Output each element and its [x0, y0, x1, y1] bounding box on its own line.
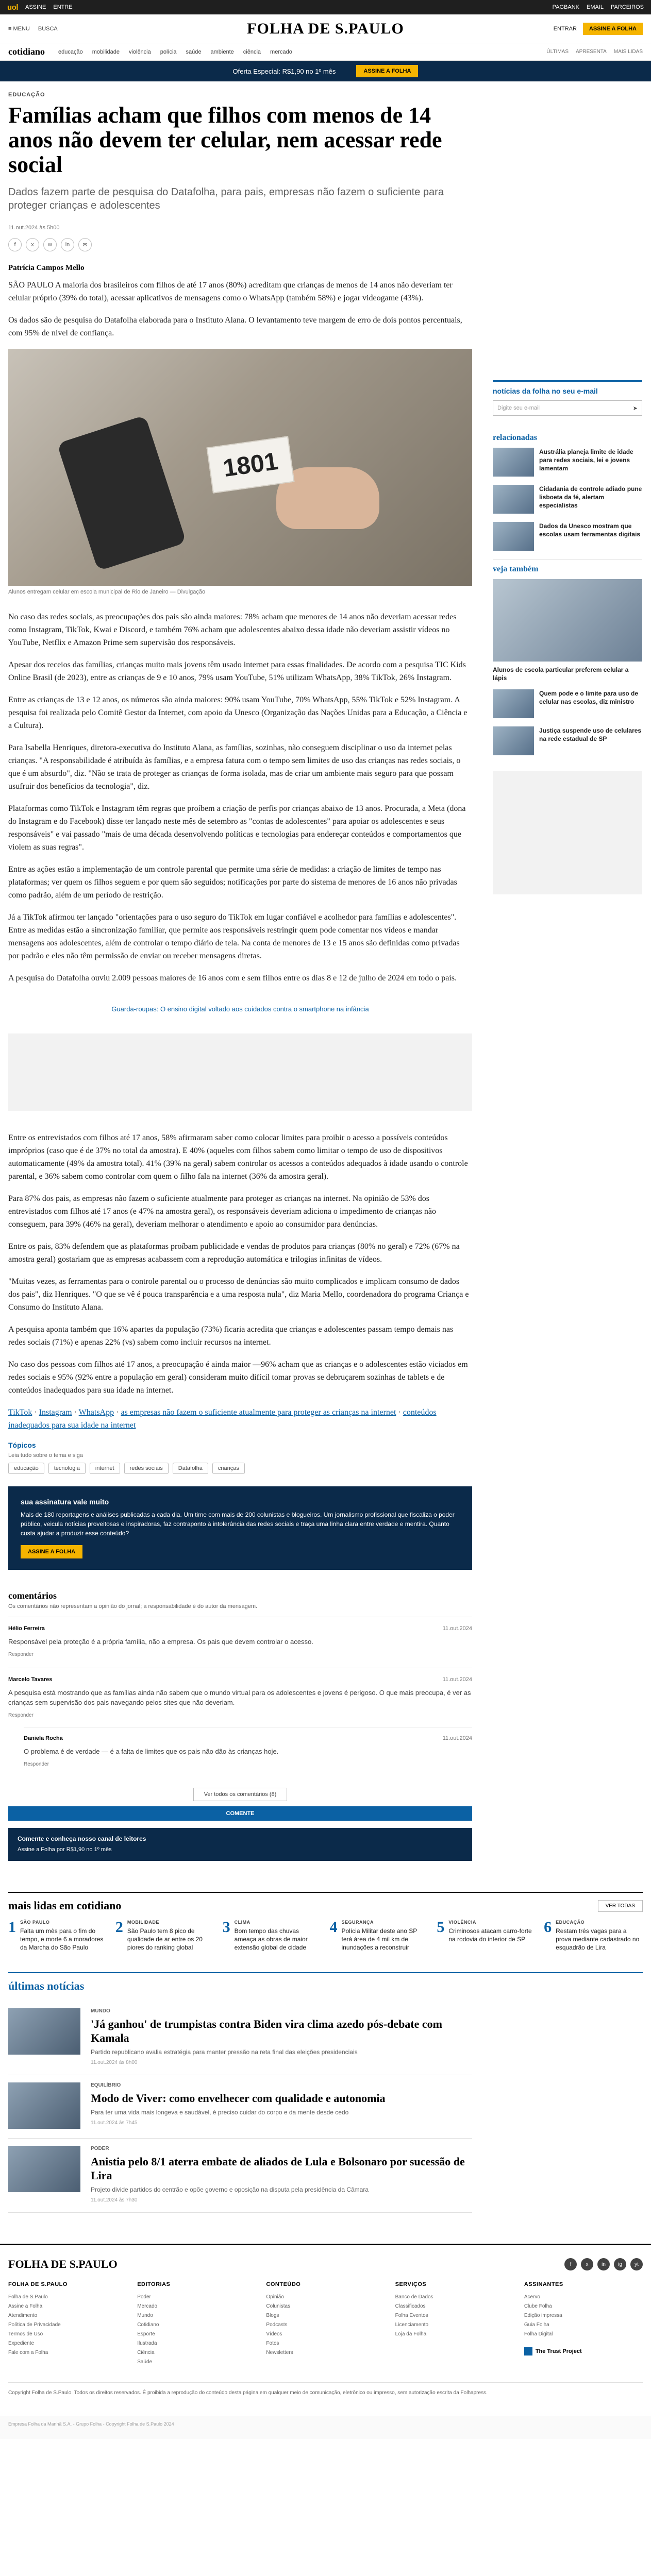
section-nav-right [546, 49, 643, 55]
linkedin-icon[interactable]: in [597, 2258, 610, 2270]
share-bar [8, 238, 472, 251]
most-read-section [0, 1892, 651, 2213]
most-read-category: MOBILIDADE [127, 1920, 159, 1925]
article-paragraph: SÃO PAULO A maioria dos brasileiros com filhos de até 17 anos (80%) acreditam que crianças de menos de 14 anos não deveriam ter celular próprio (39% do total), acessar aplicativos de mensagens como o WhatsApp (também 58%) e jogar videogame (43%). [8, 281, 453, 302]
most-read-item[interactable] [223, 1920, 322, 1952]
uol-logo[interactable]: uol [7, 3, 18, 12]
section-nav-item[interactable]: polícia [160, 48, 177, 55]
trust-project-badge[interactable] [524, 2347, 643, 2355]
section-nav-item[interactable]: saúde [186, 48, 202, 55]
site-logo[interactable]: FOLHA DE S.PAULO [247, 20, 404, 37]
latest-news-title: últimas notícias [8, 1972, 643, 1993]
see-also-text: Quem pode e o limite para uso de celular nas escolas, diz ministro [539, 690, 639, 705]
footer-link[interactable]: Banco de Dados [395, 2294, 433, 2300]
comment-reply-button[interactable]: Responder [24, 1761, 49, 1767]
most-read-item[interactable] [8, 1920, 107, 1952]
footer-link[interactable]: Fale com a Folha [8, 2350, 48, 2355]
sidebar-ad-slot [493, 771, 642, 894]
comment-reply-button[interactable]: Responder [8, 1713, 34, 1718]
related-item[interactable] [493, 448, 642, 477]
footer [0, 2244, 651, 2416]
footer-link[interactable]: Assine a Folha [8, 2303, 43, 2309]
subscription-box [8, 1486, 472, 1570]
most-read-list [8, 1920, 643, 1952]
footer-column-title: CONTEÚDO [266, 2281, 301, 2287]
email-icon[interactable]: ✉ [78, 238, 92, 251]
most-read-text: Polícia Militar deste ano SP terá área de 4 mil km de inundações a reconstruir [341, 1927, 418, 1951]
footer-link[interactable]: Clube Folha [524, 2303, 552, 2309]
most-read-item[interactable] [437, 1920, 536, 1952]
inline-link[interactable]: conteúdos inadequados para sua idade na internet [8, 1408, 437, 1430]
comment-author: Daniela Rocha [24, 1735, 63, 1741]
footer-logo[interactable]: FOLHA DE S.PAULO [8, 2258, 118, 2270]
uol-topbar [0, 0, 651, 14]
topic-tag[interactable]: tecnologia [48, 1463, 86, 1474]
footer-link[interactable]: Termos de Uso [8, 2331, 43, 2337]
most-read-title: mais lidas em cotidiano [8, 1899, 122, 1912]
topbar-link-pagbank[interactable]: PAGBANK [552, 4, 579, 10]
footer-link[interactable]: Cotidiano [137, 2322, 159, 2328]
subscription-button[interactable]: ASSINE A FOLHA [21, 1545, 82, 1558]
inline-links: TikTok · Instagram · WhatsApp · as empresas não fazem o suficiente atualmente para proteger as crianças na internet · conteúdos inadequados para sua idade na internet [8, 1408, 437, 1430]
section-nav-item[interactable]: ambiente [210, 48, 234, 55]
section-nav-item[interactable]: ciência [243, 48, 261, 55]
comment-actions [8, 1652, 472, 1657]
topic-tag[interactable]: redes sociais [124, 1463, 169, 1474]
x-icon[interactable]: x [26, 238, 39, 251]
footer-link[interactable]: Newsletters [266, 2350, 293, 2355]
masthead-right [554, 23, 643, 35]
comment-date: 11.out.2024 [442, 1625, 472, 1632]
topic-tag[interactable]: Datafolha [173, 1463, 208, 1474]
newsletter-placeholder: Digite seu e-mail [497, 405, 540, 411]
latest-news-desc: Projeto divide partidos do centrão e opõe governo e oposição na disputa pela presidência da Câmara [91, 2186, 369, 2193]
related-text: Dados da Unesco mostram que escolas usam ferramentas digitais [539, 522, 641, 538]
sidebar [493, 81, 642, 1892]
footer-link[interactable]: Loja da Folha [395, 2331, 427, 2337]
topbar-link-assine[interactable]: ASSINE [25, 4, 46, 10]
search-button[interactable]: BUSCA [38, 25, 58, 32]
article-date: 11.out.2024 às 5h00 [8, 225, 60, 231]
most-read-rank: 1 [8, 1919, 16, 1936]
article-paragraph: Entre as crianças de 13 e 12 anos, os números são ainda maiores: 90% usam YouTube, 70% WhatsApp, 55% TikTok e 52% Instagram. A pesquisa foi realizada pelo Comitê Gestor da Internet, com apoio da Unesco (Organização das Nações Unidas para a Educação, a Ciência e a Cultura). [8, 696, 468, 730]
article-paragraph: Já a TikTok afirmou ter lançado "orientações para o uso seguro do TikTok em lugar confiável e acolhedor para famílias e adolescentes". Entre as medidas estão a sincronização familiar, que permite aos responsáveis restringir quem pode comentar nos vídeos e mandar mensagens aos adolescentes, além de controlar o tempo diário de tela. Na conta de menores de 13 e 15 anos são definidas como privadas por padrão e eles não têm permissão de enviar ou receber mensagens diretas. [8, 913, 460, 960]
topbar-link-parceiros[interactable]: PARCEIROS [611, 4, 644, 10]
article-photo [8, 349, 472, 586]
footer-column [137, 2281, 256, 2367]
comment-cta-text: Assine a Folha por R$1,90 no 1º mês [18, 1846, 112, 1853]
footer-column-title: SERVIÇOS [395, 2281, 427, 2287]
latest-news-desc: Para ter uma vida mais longeva e saudável, é preciso cuidar do corpo e da mente desde cedo [91, 2109, 349, 2116]
photo-caption: Alunos entregam celular em escola municipal de Rio de Janeiro — Divulgação [8, 589, 206, 595]
related-item[interactable] [493, 485, 642, 514]
send-icon[interactable]: ➤ [632, 405, 638, 412]
latest-news-item[interactable] [8, 2001, 472, 2075]
footer-link[interactable]: Colunistas [266, 2303, 291, 2309]
main-content [0, 81, 651, 1892]
copyright-text: Copyright Folha de S.Paulo. Todos os direitos reservados. É proibida a reprodução do conteúdo desta página em qualquer meio de comunicação, eletrônico ou impresso, sem autorização escrita da Folhapress. [8, 2382, 643, 2396]
latest-news-list [8, 2001, 472, 2213]
footer-link[interactable]: Guia Folha [524, 2322, 549, 2328]
topics-note: Leia tudo sobre o tema e siga [8, 1452, 83, 1459]
most-read-category: CLIMA [234, 1920, 251, 1925]
footer-link[interactable]: Ilustrada [137, 2341, 157, 2346]
latest-news-thumbnail [8, 2008, 80, 2055]
article-paragraph: No caso das redes sociais, as preocupações dos pais são ainda maiores: 78% acham que menores de 14 anos não deveriam acessar redes como Instagram, TikTok, Kwai e Discord, e também 76% acham que adolescentes abaixo dessa idade não deveriam assistir vídeos no YouTube, Netflix e Amazon Prime sem supervisão dos responsáveis. [8, 613, 457, 647]
read-more-link[interactable]: Guarda-roupas: O ensino digital voltado aos cuidados contra o smartphone na infância [111, 1005, 369, 1013]
menu-button[interactable]: ≡ MENU [8, 25, 30, 32]
comment-header [8, 1625, 472, 1632]
comment-cta-title: Comente e conheça nosso canal de leitores [18, 1835, 146, 1842]
latest-news-thumbnail [8, 2082, 80, 2129]
more-comments-button[interactable]: Ver todos os comentários (8) [193, 1788, 288, 1801]
article [8, 81, 472, 1892]
login-link[interactable]: ENTRAR [553, 25, 577, 32]
see-also-item[interactable] [493, 689, 642, 718]
section-nav-item[interactable]: mercado [270, 48, 292, 55]
latest-news-date: 11.out.2024 às 7h45 [91, 2120, 138, 2126]
article-author[interactable]: Patrícia Campos Mello [8, 264, 85, 272]
promo-banner [0, 61, 651, 81]
related-thumbnail [493, 485, 534, 514]
latest-news-headline[interactable]: Modo de Viver: como envelhecer com qualidade e autonomia [91, 2092, 386, 2105]
article-paragraph: No caso dos pessoas com filhos até 17 anos, a preocupação é ainda maior —96% acham que as crianças e o adolescentes estão viciados em redes sociais e 95% (92% entre a população em geral) consideram muito difícil tomar provas se debruçarem sozinhas de tablets e de conteúdos inadequados para sua idade na internet. [8, 1360, 468, 1395]
article-paragraph: Para 87% dos pais, as empresas não fazem o suficiente atualmente para proteger as crianças na internet. Na opinião de 53% dos entrevistados com filhos até 17 anos (e 47% na amostra geral), os responsáveis deveriam adiciona o impedimento de crianças não conseguem, para 39% (46% na geral), deveriam melhorar o atendimento e apoio ao consumidor para denúncias. [8, 1194, 436, 1229]
footer-link[interactable]: Vídeos [266, 2331, 282, 2337]
youtube-icon[interactable]: yt [630, 2258, 643, 2270]
most-read-rank: 3 [222, 1919, 230, 1936]
promo-button[interactable]: ASSINE A FOLHA [356, 65, 418, 77]
see-also-text: Justiça suspende uso de celulares na rede estadual de SP [539, 727, 642, 742]
comment-actions [24, 1761, 472, 1767]
see-also-thumbnail [493, 726, 534, 755]
comment-text: Responsável pela proteção é a própria família, não a empresa. Os pais que devem controlar o acesso. [8, 1638, 313, 1646]
see-all-button[interactable]: VER TODAS [598, 1900, 643, 1912]
inline-link[interactable]: TikTok [8, 1408, 32, 1417]
article-paragraph: Plataformas como TikTok e Instagram têm regras que proíbem a criação de perfis por crianças abaixo de 13 anos. Procurada, a Meta (dona do Instagram e do Facebook) disse ter lançado neste mês de setembro as "contas de adolescentes" para apoiar os adolescentes e seus responsáveis" e vai passado "mais de uma década desenvolvendo políticas e tecnologias para endereçar conteúdos e comportamentos que violem as suas regras". [8, 804, 466, 852]
article-title: Famílias acham que filhos com menos de 14 anos não devem ter celular, nem acessar rede social [8, 103, 442, 177]
most-read-rank: 6 [544, 1919, 552, 1936]
section-nav [0, 43, 651, 61]
topic-tag[interactable]: educação [8, 1463, 44, 1474]
footer-link[interactable]: Folha Eventos [395, 2313, 428, 2318]
footer-column [266, 2281, 385, 2367]
topic-tag[interactable]: internet [90, 1463, 120, 1474]
most-read-text: Criminosos atacam carro-forte na rodovia do interior de SP [448, 1927, 532, 1943]
topics-list [8, 1463, 472, 1474]
footer-column [8, 2281, 127, 2367]
article-kicker[interactable]: EDUCAÇÃO [8, 92, 45, 98]
comment-cta-button[interactable]: COMENTE [8, 1806, 472, 1821]
whatsapp-icon[interactable]: w [43, 238, 57, 251]
most-read-category: SEGURANÇA [341, 1920, 374, 1925]
article-paragraph: Os dados são de pesquisa do Datafolha elaborada para o Instituto Alana. O levantamento teve margem de erro de dois pontos percentuais, com 95% de nível de confiança. [8, 316, 462, 337]
footer-column-title: ASSINANTES [524, 2281, 563, 2287]
x-icon[interactable]: x [581, 2258, 593, 2270]
footer-link[interactable]: Acervo [524, 2294, 540, 2300]
most-read-item[interactable] [329, 1920, 428, 1952]
comment-author: Marcelo Tavares [8, 1676, 53, 1683]
most-read-rank: 4 [329, 1919, 338, 1936]
newsletter-title: notícias da folha no seu e-mail [493, 387, 598, 395]
footer-link[interactable]: Blogs [266, 2313, 279, 2318]
topics-title: Tópicos [8, 1441, 36, 1449]
article-paragraph: Entre os pais, 83% defendem que as plataformas proíbam publicidade e vendas de produtos para crianças (80% no geral) e 72% (67% na amostra geral) gostariam que as empresas acabassem com a reprodução automática e trilogias infinitas de vídeos. [8, 1242, 460, 1264]
comment-header [8, 1676, 472, 1683]
section-name[interactable]: cotidiano [8, 46, 45, 57]
topbar-link-email[interactable]: EMAIL [587, 4, 604, 10]
most-read-text: São Paulo tem 8 pico de qualidade de ar entre os 20 piores do ranking global [127, 1927, 203, 1951]
latest-news-desc: Partido republicano avalia estratégia para manter pressão na reta final das eleições presidenciais [91, 2048, 358, 2056]
see-also-item[interactable] [493, 726, 642, 755]
related-title: relacionadas [493, 433, 537, 442]
comment-author: Hélio Ferreira [8, 1625, 45, 1632]
bottom-note: Empresa Folha da Manhã S.A. - Grupo Folha - Copyright Folha de S.Paulo 2024 [0, 2416, 651, 2439]
article-paragraph: A pesquisa do Datafolha ouviu 2.009 pessoas maiores de 16 anos com e sem filhos entre os dias 8 e 12 de julho de 2024 em todo o país. [8, 974, 457, 982]
footer-link[interactable]: Saúde [137, 2359, 153, 2365]
photo-phone-shape [57, 415, 187, 571]
photo-tag-number: 1801 [207, 436, 295, 493]
comment-reply-button[interactable]: Responder [8, 1652, 34, 1657]
instagram-icon[interactable]: ig [614, 2258, 626, 2270]
comment-reply [24, 1727, 472, 1767]
footer-column-title: FOLHA DE S.PAULO [8, 2281, 68, 2287]
comment-header [24, 1735, 472, 1741]
ad-slot [8, 1033, 472, 1111]
subscription-title: sua assinatura vale muito [21, 1498, 109, 1506]
most-read-text: Bom tempo das chuvas ameaça as obras de maior extensão global de cidade [234, 1927, 308, 1951]
section-nav-item[interactable]: educação [58, 48, 83, 55]
most-read-header [8, 1892, 643, 1912]
footer-link[interactable]: Ciência [137, 2350, 155, 2355]
comment-date: 11.out.2024 [442, 1676, 472, 1683]
see-also-title: veja também [493, 565, 539, 573]
comment-actions [8, 1713, 472, 1718]
latest-news-date: 11.out.2024 às 7h30 [91, 2197, 138, 2203]
promo-text: Oferta Especial: R$1,90 no 1º mês [232, 67, 336, 75]
newsletter-input[interactable] [493, 400, 642, 416]
topic-tag[interactable]: crianças [212, 1463, 245, 1474]
footer-link[interactable]: Atendimento [8, 2313, 38, 2318]
latest-news-item[interactable] [8, 2075, 472, 2139]
comment-text: O problema é de verdade — é a falta de limites que os pais não dão às crianças hoje. [24, 1748, 279, 1755]
trust-project-icon [524, 2347, 532, 2355]
most-read-text: Restam três vagas para a prova mediante cadastrado no esquadrão de Lira [556, 1927, 640, 1951]
see-also-item[interactable]: Alunos de escola particular preferem celular a lápis [493, 666, 629, 682]
footer-link[interactable]: Expediente [8, 2341, 35, 2346]
inline-link[interactable]: Instagram [39, 1408, 72, 1417]
related-text: Cidadania de controle adiado pune lisboeta da fé, alertam especialistas [539, 485, 642, 509]
article-paragraph: Para Isabella Henriques, diretora-executiva do Instituto Alana, as famílias, sozinhas, não conseguem disciplinar o uso da internet pelas crianças. "A responsabilidade é atribuída às famílias, e a empresa fatura com o tempo sem limites de uso das crianças nas redes sociais, o que é um absurdo", diz. "Não se trata de proteger as crianças de forma isolada, mas de criar um ambiente mais seguro para que possam usufruir dos benefícios da tecnologia", diz. [8, 743, 461, 791]
comments-note: Os comentários não representam a opinião do jornal; a responsabilidade é do autor da mensagem. [8, 1603, 258, 1609]
footer-top [8, 2258, 643, 2271]
most-read-item[interactable] [544, 1920, 643, 1952]
footer-column-title: EDITORIAS [137, 2281, 171, 2287]
section-nav-apresenta[interactable]: APRESENTA [576, 49, 607, 55]
most-read-category: EDUCAÇÃO [556, 1920, 585, 1925]
latest-news-kicker: EQUILÍBRIO [91, 2082, 121, 2088]
latest-news-kicker: PODER [91, 2146, 109, 2151]
section-nav-mais-lidas[interactable]: MAIS LIDAS [613, 49, 643, 55]
see-also-block [493, 559, 642, 755]
subscription-text: Mais de 180 reportagens e análises publicadas a cada dia. Um time com mais de 200 colunistas e blogueiros. Um jornalismo profissional que fiscaliza o poder público, veicula notícias proveitosas e inspiradoras, faz contraponto à intolerância das redes sociais e traça uma linha clara entre verdade e mentira. Quanto custa ajudar a produzir esse conteúdo? [21, 1511, 455, 1537]
see-also-thumbnail[interactable] [493, 579, 642, 662]
related-thumbnail [493, 522, 534, 551]
facebook-icon[interactable]: f [564, 2258, 577, 2270]
latest-news-kicker: MUNDO [91, 2008, 110, 2014]
most-read-text: Falta um mês para o fim do tempo, e morte 6 a moradores da Marcha do São Paulo [20, 1927, 104, 1951]
article-paragraph: "Muitas vezes, as ferramentas para o controle parental ou o processo de denúncias são muito complicados e implicam consumo de dados dos pais", diz Henriques. "O que se vê é pouca transparência e a uma resposta nula", diz Maria Mello, coordenadora do programa Criança e Consumo do Instituto Alana. [8, 1277, 469, 1312]
inline-link[interactable]: as empresas não fazem o suficiente atualmente para proteger as crianças na internet [121, 1408, 396, 1417]
comment [8, 1617, 472, 1668]
most-read-rank: 2 [115, 1919, 123, 1936]
most-read-rank: 5 [437, 1919, 445, 1936]
related-text: Austrália planeja limite de idade para redes sociais, lei e jovens lamentam [539, 448, 633, 472]
comments-title: comentários [8, 1590, 57, 1601]
footer-link[interactable]: Edição impressa [524, 2313, 562, 2318]
masthead-left [8, 26, 58, 32]
footer-link[interactable]: Esporte [137, 2331, 155, 2337]
footer-social [564, 2258, 643, 2270]
footer-link[interactable]: Podcasts [266, 2322, 288, 2328]
article-paragraph: Entre os entrevistados com filhos até 17 anos, 58% afirmaram saber como colocar limites para proibir o acesso a possíveis conteúdos impróprios (caso que é de 37% no total da amostra). E 40% (aqueles com filhos sabem como limitar o tempo de uso de dispositivos automaticamente (49% da amostra total). 41% (39% na geral) sabem controlar os acessos a conteúdos adequados à idade usando o controle parental, e 36% sabem como controlar com quem o filho fala na internet (36% da amostra geral). [8, 1133, 468, 1181]
see-also-thumbnail [493, 689, 534, 718]
latest-news-headline[interactable]: Anistia pelo 8/1 aterra embate de aliados de Lula e Bolsonaro por sucessão de Lira [91, 2155, 465, 2182]
newsletter-box [493, 380, 642, 416]
footer-link[interactable]: Poder [137, 2294, 151, 2300]
most-read-category: VIOLÊNCIA [448, 1920, 476, 1925]
article-paragraph: Entre as ações estão a implementação de um controle parental que permite uma série de medidas: a criação de limites de tempo nas plataformas; ver quem os filhos seguem e por quem são seguidos; notificações por parte do sistema de menores de 16 anos não privadas como padrão, além de um período de restrição. [8, 865, 457, 900]
section-nav-item[interactable]: violência [128, 48, 151, 55]
topbar-link-entre[interactable]: ENTRE [53, 4, 73, 10]
facebook-icon[interactable]: f [8, 238, 22, 251]
footer-column [395, 2281, 514, 2367]
latest-news-thumbnail [8, 2146, 80, 2192]
most-read-item[interactable] [115, 1920, 214, 1952]
latest-news-date: 11.out.2024 às 8h00 [91, 2060, 138, 2065]
footer-link[interactable]: Mercado [137, 2303, 158, 2309]
article-paragraph: A pesquisa aponta também que 16% apartes da população (73%) ficaria acredita que crianças e adolescentes passam tempo demais nas redes sociais (71%) e apenas 22% (vs) sabem como incluir recursos na internet. [8, 1325, 454, 1347]
footer-link[interactable]: Folha Digital [524, 2331, 553, 2337]
comment-cta-box[interactable] [8, 1828, 472, 1861]
footer-columns [8, 2281, 643, 2367]
related-thumbnail [493, 448, 534, 477]
related-item[interactable] [493, 522, 642, 551]
trust-project-label: The Trust Project [535, 2348, 582, 2354]
footer-link[interactable]: Opinião [266, 2294, 284, 2300]
footer-link[interactable]: Folha de S.Paulo [8, 2294, 48, 2300]
footer-link[interactable]: Classificados [395, 2303, 426, 2309]
article-subtitle: Dados fazem parte de pesquisa do Datafolha, para pais, empresas não fazem o suficiente para proteger crianças e adolescentes [8, 187, 444, 211]
comment [8, 1668, 472, 1777]
latest-news-headline[interactable]: 'Já ganhou' de trumpistas contra Biden vira clima azedo pós-debate com Kamala [91, 2018, 442, 2044]
section-nav-item[interactable]: mobilidade [92, 48, 120, 55]
section-nav-ultimas[interactable]: ÚLTIMAS [546, 49, 569, 55]
footer-column [524, 2281, 643, 2367]
footer-link[interactable]: Mundo [137, 2313, 153, 2318]
subscribe-button[interactable]: ASSINE A FOLHA [583, 23, 643, 35]
article-paragraph: Apesar dos receios das famílias, crianças muito mais jovens têm usado internet para essas finalidades. De acordo com a pesquisa TIC Kids Online Brasil (de 2023), entre as crianças de 9 e 10 anos, 79% usam YouTube, 51% utilizam WhatsApp, 38% TikTok, 26% Instagram. [8, 660, 466, 682]
footer-link[interactable]: Política de Privacidade [8, 2322, 61, 2328]
linkedin-icon[interactable]: in [61, 238, 74, 251]
footer-link[interactable]: Fotos [266, 2341, 279, 2346]
footer-link[interactable]: Licenciamento [395, 2322, 429, 2328]
masthead [0, 14, 651, 43]
latest-news-item[interactable] [8, 2139, 472, 2213]
inline-link[interactable]: WhatsApp [78, 1408, 114, 1417]
comment-text: A pesquisa está mostrando que as famílias ainda não sabem que o mundo virtual para os adolescentes e jovens é perigoso. O que mais preocupa, é ver as crianças sem supervisão dos pais navegando pelos sites que não deveriam. [8, 1689, 471, 1706]
comment-date: 11.out.2024 [442, 1735, 472, 1741]
more-comments [8, 1788, 472, 1801]
most-read-category: SÃO PAULO [20, 1920, 50, 1925]
